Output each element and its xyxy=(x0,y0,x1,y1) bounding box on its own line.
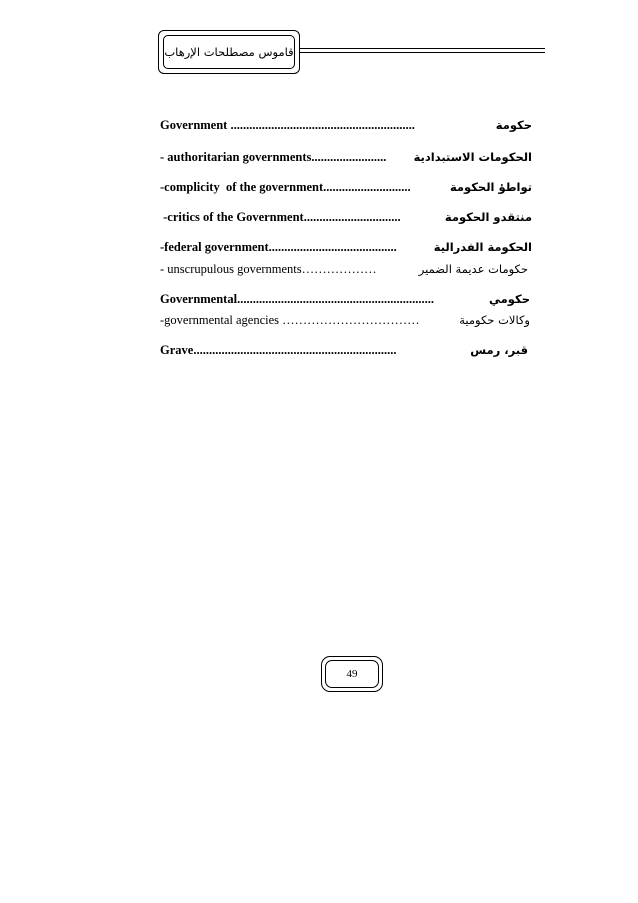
entry-authoritarian-governments xyxy=(160,150,532,165)
entry-leader-dots: ............................ xyxy=(323,180,411,194)
entry-leader-dots: ……………… xyxy=(301,262,377,276)
entry-grave xyxy=(160,343,528,358)
entry-leader-dots: …………………………… xyxy=(282,313,420,327)
page-number: 49 xyxy=(346,668,358,680)
page-number-box xyxy=(321,656,383,692)
entry-term: -governmental agencies xyxy=(160,313,283,327)
entry-translation: حكومة xyxy=(495,118,532,132)
header-title-box xyxy=(158,30,300,74)
entry-term: Government xyxy=(160,118,231,132)
entry-leader-dots: ........................................................... xyxy=(230,118,415,132)
entry-term: -complicity of the government xyxy=(160,180,324,194)
entry-term: Governmental xyxy=(160,292,238,306)
entry-leader-dots: ............................................................... xyxy=(237,292,434,306)
entry-governmental-agencies xyxy=(160,313,530,328)
entry-translation: حكومي xyxy=(489,292,530,306)
entry-leader-dots: ............................... xyxy=(303,210,401,224)
entry-translation: حكومات عديمة الضمير xyxy=(418,262,528,276)
entry-term: - authoritarian governments xyxy=(160,150,312,164)
entry-translation: قبر، رمس xyxy=(470,343,528,357)
entry-leader-dots: ......................................... xyxy=(268,240,397,254)
entry-translation: تواطؤ الحكومة xyxy=(449,180,532,194)
entry-term: - unscrupulous governments xyxy=(160,262,302,276)
entry-translation: الحكومات الاستبدادية xyxy=(413,150,532,164)
header-title: قاموس مصطلحات الإرهاب xyxy=(164,45,294,59)
entry-leader-dots: ........................ xyxy=(311,150,387,164)
header-title-inner-box xyxy=(163,35,295,69)
entry-term: -critics of the Government xyxy=(160,210,304,224)
entry-translation: منتقدو الحكومة xyxy=(444,210,532,224)
entry-government xyxy=(160,118,532,133)
entry-term: -federal government xyxy=(160,240,269,254)
entry-term: Grave xyxy=(160,343,194,357)
entry-leader-dots: ................................................................. xyxy=(193,343,397,357)
entry-translation: وكالات حكومية xyxy=(459,313,530,327)
entry-complicity-of-the-government xyxy=(160,180,532,195)
entry-governmental xyxy=(160,292,530,307)
entry-federal-government xyxy=(160,240,532,255)
entry-unscrupulous-governments xyxy=(160,262,528,277)
page-number-inner-box xyxy=(325,660,379,688)
entry-critics-of-the-government xyxy=(160,210,532,225)
entry-translation: الحكومة الفدرالية xyxy=(433,240,532,254)
